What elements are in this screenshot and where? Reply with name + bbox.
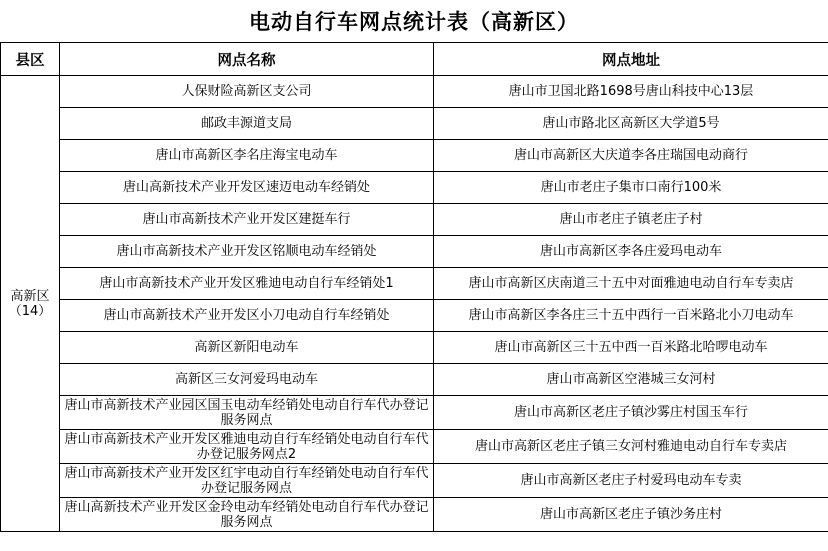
outlet-address: 唐山市高新区三十五中西一百米路北哈啰电动车 (434, 332, 828, 364)
outlet-address: 唐山市卫国北路1698号唐山科技中心13层 (434, 76, 828, 108)
outlet-name: 唐山市高新技术产业开发区雅迪电动自行车经销处1 (60, 268, 434, 300)
header-row (1, 43, 828, 76)
header-county: 县区 (1, 43, 60, 76)
table-row (1, 204, 828, 236)
county-count: （14） (8, 303, 52, 319)
table-row (1, 236, 828, 268)
outlet-name: 唐山市高新技术产业开发区雅迪电动自行车经销处电动自行车代办登记服务网点2 (60, 430, 434, 464)
outlet-name: 唐山高新技术产业开发区金玲电动车经销处电动自行车代办登记服务网点 (60, 498, 434, 532)
outlet-address: 唐山市高新区庆南道三十五中对面雅迪电动自行车专卖店 (434, 268, 828, 300)
outlet-address: 唐山市高新区大庆道李各庄瑞国电动商行 (434, 140, 828, 172)
outlet-address: 唐山市高新区老庄子镇沙雾庄村国玉车行 (434, 396, 828, 430)
table-row (1, 364, 828, 396)
table-row (1, 76, 828, 108)
outlet-address: 唐山市高新区空港城三女河村 (434, 364, 828, 396)
outlet-name: 邮政丰源道支局 (60, 108, 434, 140)
table-row (1, 172, 828, 204)
outlet-address: 唐山市高新区老庄子镇沙务庄村 (434, 498, 828, 532)
outlet-name: 人保财险高新区支公司 (60, 76, 434, 108)
table-row (1, 396, 828, 430)
outlet-address: 唐山市高新区老庄子村爱玛电动车专卖 (434, 464, 828, 498)
outlet-name: 高新区新阳电动车 (60, 332, 434, 364)
outlet-name: 高新区三女河爱玛电动车 (60, 364, 434, 396)
table-row (1, 464, 828, 498)
table-row (1, 332, 828, 364)
outlet-table (0, 42, 828, 532)
county-cell (1, 76, 60, 532)
outlet-name: 唐山市高新技术产业开发区小刀电动自行车经销处 (60, 300, 434, 332)
outlet-name: 唐山市高新技术产业开发区建挺车行 (60, 204, 434, 236)
outlet-name: 唐山高新技术产业开发区速迈电动车经销处 (60, 172, 434, 204)
table-row (1, 140, 828, 172)
sheet-title: 电动自行车网点统计表（高新区） (249, 10, 579, 34)
table-row (1, 430, 828, 464)
table-row (1, 108, 828, 140)
outlet-name: 唐山市高新技术产业开发区红宇电动自行车经销处电动自行车代办登记服务网点 (60, 464, 434, 498)
county-name: 高新区 (10, 288, 50, 304)
outlet-name: 唐山市高新技术产业开发区铭顺电动车经销处 (60, 236, 434, 268)
outlet-address: 唐山市高新区李各庄三十五中西行一百米路北小刀电动车 (434, 300, 828, 332)
outlet-address: 唐山市老庄子集市口南行100米 (434, 172, 828, 204)
outlet-address: 唐山市老庄子镇老庄子村 (434, 204, 828, 236)
outlet-address: 唐山市路北区高新区大学道5号 (434, 108, 828, 140)
table-row (1, 268, 828, 300)
outlet-name: 唐山市高新区李名庄海宝电动车 (60, 140, 434, 172)
outlet-name: 唐山市高新技术产业园区国玉电动车经销处电动自行车代办登记服务网点 (60, 396, 434, 430)
outlet-address: 唐山市高新区老庄子镇三女河村雅迪电动自行车专卖店 (434, 430, 828, 464)
header-outlet-address: 网点地址 (434, 43, 828, 76)
header-outlet-name: 网点名称 (60, 43, 434, 76)
table-row (1, 300, 828, 332)
outlet-address: 唐山市高新区李各庄爱玛电动车 (434, 236, 828, 268)
table-row (1, 498, 828, 532)
